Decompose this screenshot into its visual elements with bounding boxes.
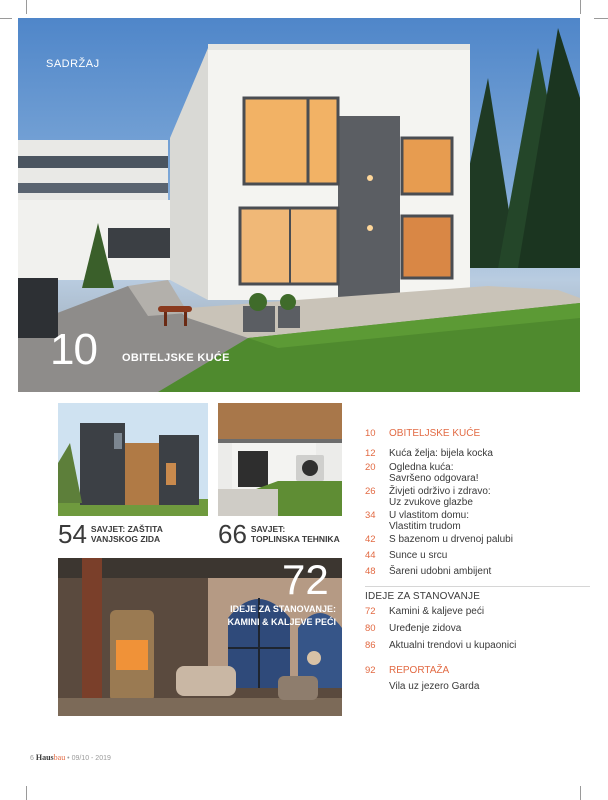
- toc-item[interactable]: [365, 640, 590, 657]
- section-title: SADRŽAJ: [46, 58, 100, 70]
- toc-page: 12: [365, 448, 376, 459]
- toc-page: 10: [365, 428, 376, 439]
- footer-issue: • 09/10 - 2019: [67, 755, 111, 762]
- toc-title: Ogledna kuća: Savršeno odgovara!: [389, 462, 479, 484]
- toc-title: Vila uz jezero Garda: [389, 681, 480, 692]
- thumb-caption: [58, 519, 163, 549]
- toc-item[interactable]: [365, 681, 590, 695]
- toc-heading[interactable]: [365, 665, 590, 681]
- hero-image: [18, 18, 580, 392]
- feature-page-number: 72: [282, 556, 329, 603]
- toc-item[interactable]: [365, 486, 590, 510]
- footer-page-number: 6: [30, 755, 34, 762]
- hero-label: OBITELJSKE KUĆE: [122, 352, 230, 364]
- crop-mark: [580, 786, 581, 800]
- toc-item[interactable]: [365, 606, 590, 623]
- toc-title: OBITELJSKE KUĆE: [389, 428, 481, 439]
- crop-mark: [26, 786, 27, 800]
- thumb-title-line: VANJSKOG ZIDA: [90, 534, 161, 544]
- page-footer: [30, 753, 111, 762]
- toc-heading[interactable]: [365, 428, 590, 442]
- thumb-page-number: 66: [218, 519, 247, 549]
- toc-item[interactable]: [365, 462, 590, 486]
- heat-pump-illustration: [218, 403, 342, 516]
- toc-item[interactable]: [365, 566, 590, 582]
- toc-item[interactable]: [365, 448, 590, 462]
- feature-title-line: KAMINI & KALJEVE PEĆI: [227, 617, 336, 627]
- footer-brand: Haus: [35, 753, 54, 762]
- toc-title: Kamini & kaljeve peći: [389, 606, 485, 617]
- toc-page: 20: [365, 462, 376, 473]
- toc-page: 48: [365, 566, 376, 577]
- toc-item[interactable]: [365, 623, 590, 640]
- thumb-title-line: SAVJET: ZAŠTITA: [90, 524, 163, 534]
- toc-item[interactable]: [365, 550, 590, 566]
- footer-brand-suffix: bau: [53, 753, 66, 762]
- house-illustration: [18, 18, 580, 392]
- toc-page: 26: [365, 486, 376, 497]
- crop-mark: [594, 18, 608, 19]
- thumb-wall-protection: [58, 403, 208, 516]
- toc-page: 34: [365, 510, 376, 521]
- toc-title: U vlastitom domu: Vlastitim trudom: [389, 510, 470, 532]
- thumb-title: [251, 524, 340, 544]
- toc-title: Šareni udobni ambijent: [389, 566, 492, 577]
- thumb-caption: [218, 519, 340, 549]
- crop-mark: [580, 0, 581, 14]
- thumb-heating-tech: [218, 403, 342, 516]
- toc-title: Uređenje zidova: [389, 623, 462, 634]
- toc-title: Živjeti održivo i zdravo: Uz zvukove glazbe: [389, 486, 491, 508]
- thumb-title-line: TOPLINSKA TEHNIKA: [250, 534, 340, 544]
- feature-title-line: IDEJE ZA STANOVANJE:: [230, 604, 336, 614]
- toc-item[interactable]: [365, 534, 590, 550]
- thumb-title: [91, 524, 163, 544]
- toc-title: S bazenom u drvenoj palubi: [389, 534, 513, 545]
- toc-title: Kuća želja: bijela kocka: [389, 448, 493, 459]
- toc-title: Aktualni trendovi u kupaonici: [389, 640, 517, 651]
- toc-page: 44: [365, 550, 376, 561]
- toc-page: 72: [365, 606, 376, 617]
- toc-title: REPORTAŽA: [389, 665, 450, 676]
- toc-page: 86: [365, 640, 376, 651]
- feature-title: [196, 603, 336, 629]
- toc-page: 80: [365, 623, 376, 634]
- crop-mark: [0, 18, 12, 19]
- toc-item[interactable]: [365, 510, 590, 534]
- thumb-page-number: 54: [58, 519, 87, 549]
- toc-section-heading: IDEJE ZA STANOVANJE: [365, 586, 590, 606]
- hero-page-number: 10: [50, 325, 97, 374]
- crop-mark: [26, 0, 27, 14]
- toc-title: Sunce u srcu: [389, 550, 448, 561]
- house-illustration: [58, 403, 208, 516]
- toc-page: 42: [365, 534, 376, 545]
- thumb-title-line: SAVJET:: [250, 524, 286, 534]
- toc-page: 92: [365, 665, 376, 676]
- table-of-contents: [365, 428, 590, 695]
